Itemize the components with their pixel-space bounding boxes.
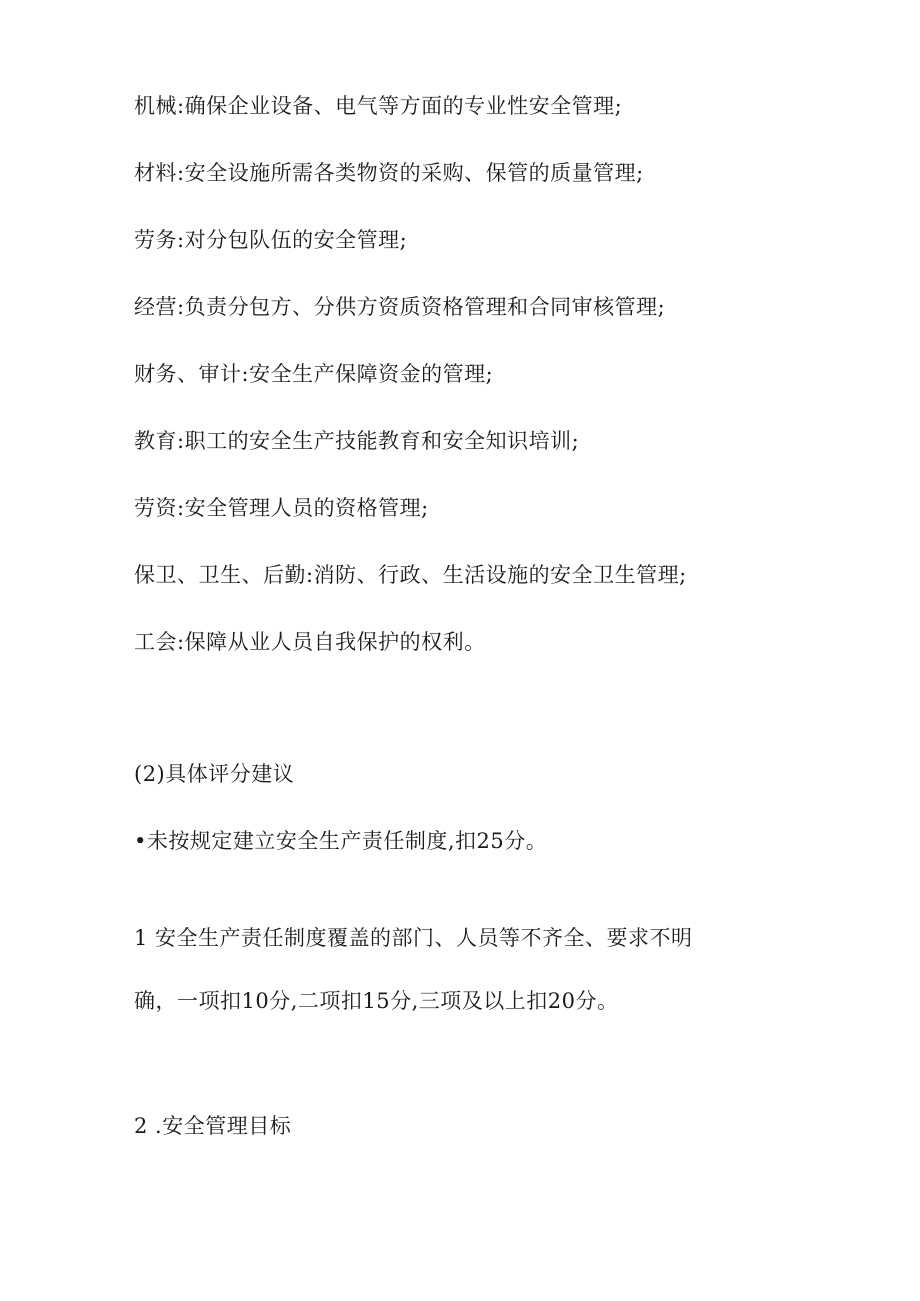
scoring-heading: (2)具体评分建议 bbox=[134, 762, 295, 786]
duty-line-finance-audit: 财务、审计:安全生产保障资金的管理; bbox=[134, 362, 494, 386]
section-heading-safety-goals: 2 .安全管理目标 bbox=[134, 1114, 292, 1138]
duty-line-labor-wages: 劳资:安全管理人员的资格管理; bbox=[134, 496, 429, 520]
duty-line-education: 教育:职工的安全生产技能教育和安全知识培训; bbox=[134, 429, 580, 453]
scoring-item-1-line-1: 1 安全生产责任制度覆盖的部门、人员等不齐全、要求不明 bbox=[134, 926, 693, 950]
duty-line-security-health-logistics: 保卫、卫生、后勤:消防、行政、生活设施的安全卫生管理; bbox=[134, 563, 687, 587]
duty-line-union: 工会:保障从业人员自我保护的权利。 bbox=[134, 630, 486, 654]
duty-line-labor-services: 劳务:对分包队伍的安全管理; bbox=[134, 228, 408, 252]
scoring-item-1-line-2: 确，一项扣10分,二项扣15分,三项及以上扣20分。 bbox=[134, 989, 619, 1013]
scoring-bullet: •未按规定建立安全生产责任制度,扣25分。 bbox=[134, 829, 548, 853]
duty-line-materials: 材料:安全设施所需各类物资的采购、保管的质量管理; bbox=[134, 161, 644, 185]
duty-line-operations: 经营:负责分包方、分供方资质资格管理和合同审核管理; bbox=[134, 295, 666, 319]
duty-line-machinery: 机械:确保企业设备、电气等方面的专业性安全管理; bbox=[134, 94, 623, 118]
